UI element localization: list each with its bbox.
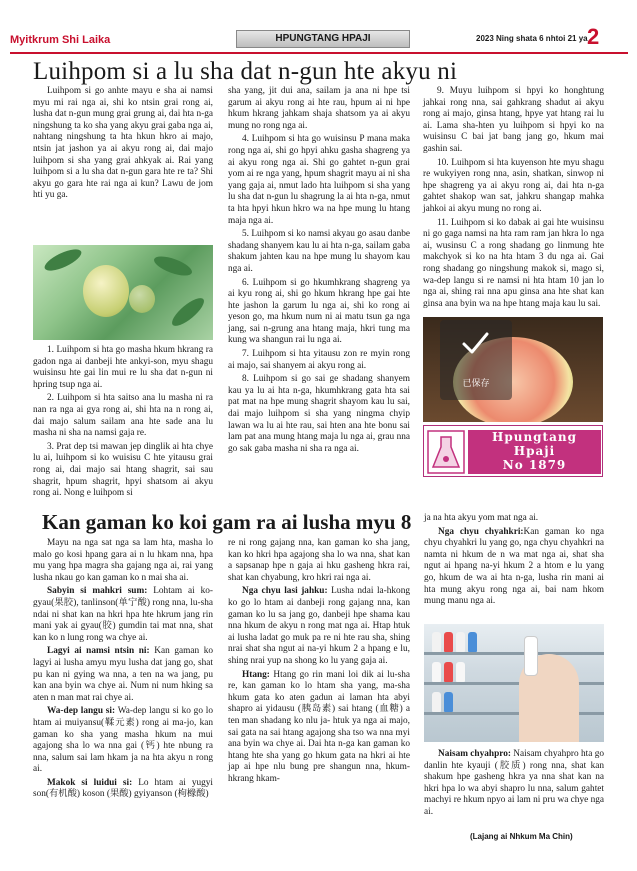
paragraph: 9. Muyu luihpom si hpyi ko honghtung jahkai rong nna, sai gahkrang shadut ai akyu rong ai majo, ginsa htang, hpye yat htang rai lu ai. Lama sha-hten yu luihpom si hpyi ko na wuisinsu C bai jat bang jang go, hkum mai gashin sai. [423,86,604,154]
bottle-shape [444,632,453,652]
milk-bottle [524,636,538,676]
badge-line2: Hpaji [513,444,556,458]
paragraph: ja na hta akyu yom mat nga ai. [424,513,539,523]
paragraph [33,646,213,704]
article1-headline: Luihpom si a lu sha dat n-gun hte akyu ni [33,58,458,85]
leaf-shape [152,253,194,280]
paragraph: 7. Luihpom si hta yitausu zon re myin rong ai majo, sai shanyem ai akyu rong ai. [228,349,410,371]
paragraph-text: Naisam chyahpro hta go danlin hte kyauji (胶质) rong nna, shat kan shakum hpe gasheng hkra ya nna shat kan na hkri hpa lo wa abyi shapro lu nna, salum gahtet machyi re hkum npyo ai lam ni pru wa chye nga ai. [424,749,604,817]
article2-col3-bottom [424,749,604,821]
subheading: Naisam chyahpro: [438,749,511,759]
paragraph: 10. Luihpom si hta kuyenson hte myu shagu re wukyiyen rong nna, asin, shatkan, sinwop ni hpe shagreng ya ai akyu rong ai, dai hta n-ga gahtet shakop wan sat, jahkru shangap mahka jahkoi ai akyu mung no rong ai. [423,157,604,214]
page-number: 2 [587,24,600,49]
subheading: Nga chyu lasi jahku: [242,586,328,597]
article2-headline: Kan gaman ko koi gam ra ai lusha myu 8 [42,510,412,534]
bottle-shape [432,662,441,682]
article1-col1-intro [33,86,213,204]
paragraph: sha yang, jit dui ana, sailam ja ana ni hpe tsi garum ai akyu rong ai hte rau, hpum ai ni hpe hkum hkrang jahkam shaja shatsom ya ai akyu mung no rong nga ai. [228,86,410,131]
issue-badge [423,425,603,477]
paragraph [424,749,604,819]
checkmark-icon [460,328,490,358]
supermarket-photo [424,624,604,742]
leaf-shape [42,245,84,275]
paragraph-text: Lo htam ai yugyi son(有机酸) koson (果酸) gyiyanson (枸橼酸) [33,777,213,800]
paragraph [228,670,410,786]
paragraph-text: re ni rong gajang nna, kan gaman ko sha jang, kan ko hkri hpa agajong sha lo wa nna, shat kan a sapsanap hpe n gaja ai hku gasheng hkra rai, shat kan chyabung, kro hkri rai nga ai. [228,538,410,583]
bottle-shape [456,632,465,652]
issue-date: 2023 Ning shata 6 nhtoi 21 ya [476,34,588,43]
subheading: Sabyin si mahkri sum: [47,586,148,597]
shelf-line [424,652,604,655]
paragraph: 3. Prat dep tsi mawan jep dinglik ai hta chye lu ai, luihpom si ko wuisisu C hte yitausu grai rong ai, dai majo sai htang shagrit, sai sau shagrit, hpum shagrit, hpyi shatsom ai akyu rong ai. Nong e luihpom si [33,441,213,499]
paragraph [228,586,410,667]
paragraph: 2. Luihpom si hta saitso ana lu masha ni ra nan ra nga ai gya rong ai, shi hta na n rong ai, dai majo salum sailam ana hte sade ana lu masha ni sha na namsi gaja re. [33,393,213,439]
pomelo-fruit [129,285,155,313]
paragraph: 5. Luihpom si ko namsi akyau go asau danbe shadang shanyem kau lu ai hta n-ga, sailam gaba shakum jahten kau na hpe mung lu shayom kau nga ai. [228,229,410,274]
saved-label: 已保存 [462,379,490,389]
paragraph: 11. Luihpom si ko dabak ai gai hte wuisinsu ni go gaga namsi na hta ram ram jan hkra lo nga ai, wusinsu C a rong shadang go linmung hte makchyok si ko na hta htam 3 du nga ai. Gai rong shadang go ningshung makok si, mago si, wa-dep langu si re namsi ni hta htam 10 jan lo nga ai, shing rai nna apu ginsa ana hte shat kan ginsa ana byin wa na hpe htang maja kau lu sai. [423,217,604,309]
paragraph [33,706,213,776]
badge-line1: Hpungtang [491,430,577,444]
paragraph: 4. Luihpom si hta go wuisinsu P mana maka rong nga ai, shi go hpyi ahku gasha shagreng ya ai akyu rong nga ai. Shi go gahtet n-gun grai yom ai re nga yang, hpum shagrit mayu ai ni sha yang gaja ai, nmut lado hta luihpom si sha yang lu sha dat n-gun lu shagrung la ai hta n-ga, nmut ta hta hpyi hkun hkro wa na hpe mung lu htang maja nga ai. [228,134,410,226]
saved-overlay[interactable] [440,320,512,400]
paragraph-text: Lohtam ai ko-gyau(果胶), tanlinson(单宁酸) rong nna, lu-sha ndai ni shat kan na hkri hpa hte hkrum jang rin mani yak ai gyau(胶) gumdin tai mat nna, shat kan ko n lung rong wa chye ai. [33,586,213,643]
header-divider [10,52,628,54]
author-credit: (Lajang ai Nhkum Ma Chin) [470,832,573,841]
article2-col3-top [424,513,604,610]
badge-label [468,430,601,474]
paragraph [228,538,410,584]
pomelo-tree-photo [33,245,213,340]
section-title: HPUNGTANG HPAJI [236,30,410,48]
bottle-shape [432,632,441,652]
paragraph-text: Wa-dep langu si ko go lo htam ai muiyansu(鞣元素) rong ai ma-jo, kan gaman ko sha yang masha hkum na mui agajong sha lo wa nna gai (钙) hte nbung ra nna, salum sai lam hkam ja na hta akyu n rong ai. [33,706,213,775]
article1-col1-list [33,345,213,502]
subheading: Makok si luidui si: [47,777,133,788]
flask-icon [426,429,466,475]
paragraph [33,778,213,801]
page-header [0,0,637,58]
bottle-shape [444,692,453,712]
pomelo-fruit [83,265,129,317]
paragraph: Luihpom si go anhte mayu e sha ai namsi myu mi rai nga ai, shi ko ntsin grai rong ai, lusha dat n-gun mung grai grung ai, dai hta n-ga ningshung ta ko sha yang akyu grai gaba nga ai, nahtang ningshung ta hta hkun hkro ai majo, ntsin jat jashon ya ai akyu rong ai, dai majo luihpom si sha yang grai ahkyak ai. Rai yang luihpom si a lu sha dat n-gun gara hte re ta? Shi akyu go gara hte rai nga ai kun? Lawu de jom hti yu ga. [33,86,213,201]
paragraph [33,586,213,644]
badge-line3: No 1879 [502,458,567,472]
article2-col2 [228,538,410,787]
subheading: Htang: [242,669,270,680]
paragraph-text: Kan gaman ko lagyi ai lusha amyu myu lusha dat jang go, shat pu kan ni gying wa nna, a ten na wa jang, pu kan ana byin wa chye ai. Num ni num hking sa aten n man mat rai chye ai. [33,646,213,703]
subheading: Lagyi ai namsi ntsin ni: [47,646,150,657]
paragraph-text: Kan gaman ko nga chyu chyahkri lu yang go, nga chyu chyahkri na namta ni hkum de n wa mat nga ai, shat sha ngut ai hpang na-yi hkum 2 a htom e lu yang go, hkum de wa ai hta n-ga, lusha rin mani ai hta mung akyu rong nga ai, bai nam hkom mung manu nga ai. [424,526,605,607]
bottle-shape [456,662,465,682]
subheading: Nga chyu chyahkri: [438,526,524,537]
paragraph-text: Htang go rin mani loi dik ai lu-sha re, kan gaman ko lo htam sha yang, ma-sha hkum gata ko aten gadun ai laman hta abyi shapro ai yidausu (胰岛素) sai htang (血糖) a ten man shadang ko nlu ja- htuk ya nga ai majo, sai gata na sai htang agajong sha tso wa nna myi ana byin wa chye ai. Dai hta n-ga kan gaman ko htang hte sha yang go hkum gata na hkri ai hte jap ai hpe nlu bung pre shangun nna, hkum- hkrang hkam- [228,669,410,784]
bottle-shape [444,662,453,682]
bottle-shape [432,692,441,712]
article2-col1 [33,538,213,803]
paragraph-text: Mayu na nga sat nga sa lam hta, masha lo malo go kosi hpang gara ai n lu hkam nna, hpa mu yang hpa magra sha gajang nga ai, rai yang lusha nkau go kan gaman ko n mai sha ai. [33,538,213,583]
paragraph [33,538,213,584]
paragraph: 1. Luihpom si hta go masha hkum hkrang ra gadon nga ai danbeji hte ankyi-son, myu shagu wuisinsu hte gai lin mui re lu sha dat n-gun ni hpring tsup nga ai. [33,345,213,390]
article1-col2 [228,86,410,457]
subheading: Wa-dep langu si: [47,706,116,717]
leaf-shape [168,294,208,330]
paragraph [424,527,604,608]
paragraph: 6. Luihpom si go hkumhkrang shagreng ya ai kyu rong ai, shi go hkum hkrang hpe gai hte hte jashon la garum lu nga ai, shi ko rong ai yeson go, ma hkum num ni ai matu tsun ga nga jang, sai n-grung ana htang maja, hkri tung ma kung wa shangun rai lu nga ai. [228,277,410,346]
brand-name: Myitkrum Shi Laika [10,34,111,46]
bottle-shape [468,632,477,652]
article1-col3 [423,86,604,312]
paragraph: 8. Luihpom si go sai ge shadang shanyem kau ya lu ai hta n-ga, hkumhkrang gata hta sai pat mat na hpe mung shagrit shayom kau lu sai, dai majo luihpom si sha yang ningma chyip lawan wa lu ai hte rau, sai hten ana hte bonu sai lam pat ana mung htang maja lu nga ai, grau nna go sak gaba masha ni sha ra nga ai. [228,374,410,454]
paragraph-text: Lusha ndai la-hkong ko go lo htam ai danbeji rong gajang nna, kan gaman ko lu sa jang go, danbeji hpe shama kau nna hkum de akyu n rong mat nga ai. Htap htuk ai lusha ladat go muk pa re ni hte rau sha, shing nrai shat sha ngut ai na-yi hkum 2 a hpang e lu, shing nrai yup na shong ko lu yang gaja ai. [228,586,411,666]
